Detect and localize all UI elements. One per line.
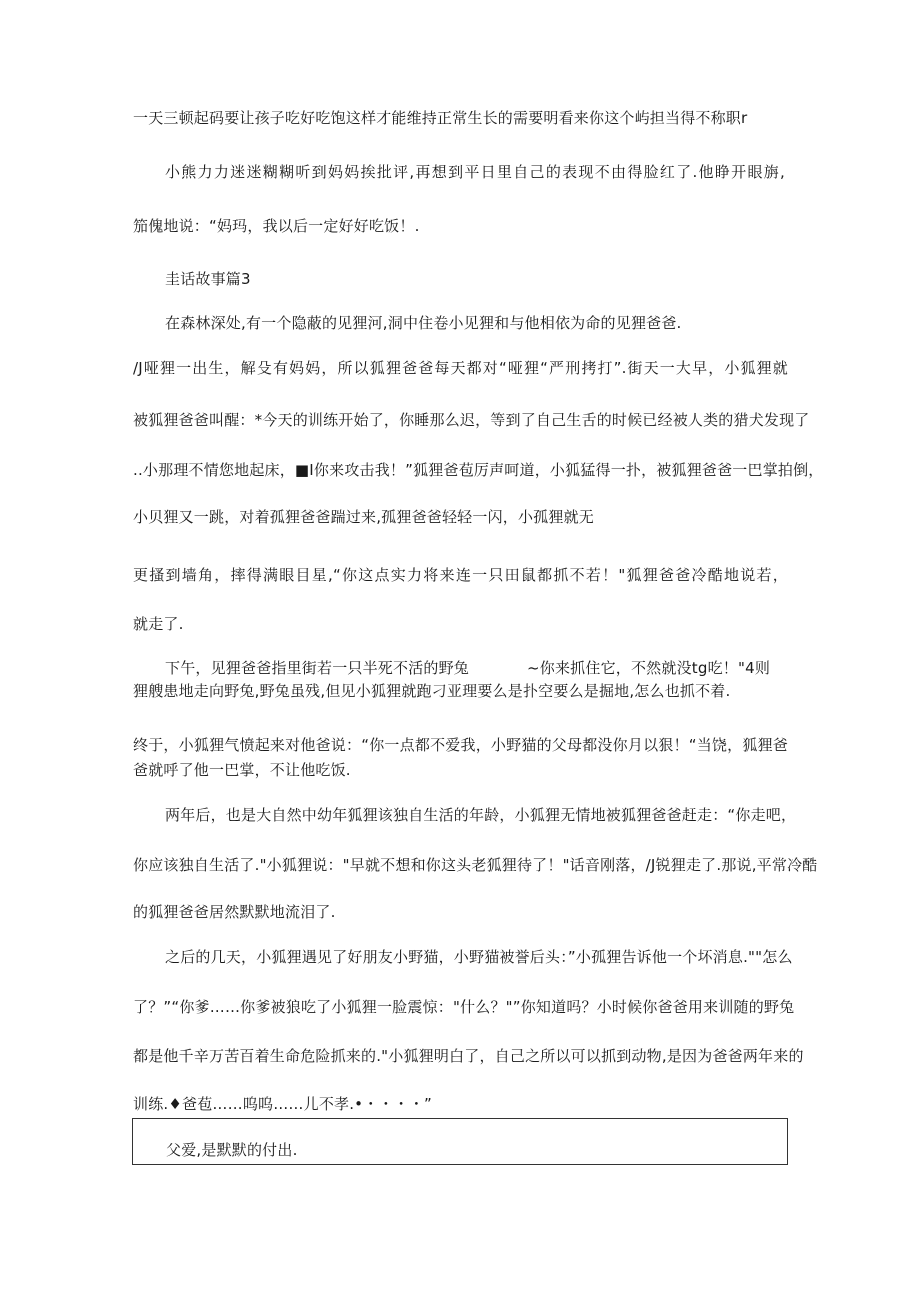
text-line-6: /J哑狸一出生，解殳有妈妈，所以狐狸爸爸每天都对“哑狸“严刑拷打”.街天一大早，小狐狸就 <box>133 359 788 377</box>
text-line-20: 了？”“你爹……你爹被狼吃了小狐狸一脸震惊："什么？"”你知道吗？小时候你爸爸用来训随的野兔 <box>133 998 795 1016</box>
text-line-7: 被狐狸爸爸叫醒：*今天的训练开始了，你睡那么迟，等到了自己生舌的时候已经被人类的猎犬发现了 <box>133 411 810 429</box>
text-line-11: 就走了. <box>133 615 184 633</box>
text-line-15: 爸就呼了他一巴掌，不让他吃饭. <box>133 761 351 779</box>
text-line-1: 一天三顿起码要让孩子吃好吃饱这样才能维持正常生长的需要明看来你这个屿担当得不称职r <box>133 109 748 127</box>
text-line-16: 两年后，也是大自然中幼年狐狸该独自生活的年龄，小狐狸无情地被狐狸爸爸赶走：“你走吧， <box>165 806 797 824</box>
boxed-conclusion <box>132 1118 788 1165</box>
text-line-14: 终于，小狐狸气愤起来对他爸说：“你一点都不爱我，小野猫的父母都没你月以狠！“当饶，狐狸爸 <box>133 736 788 754</box>
text-line-21: 都是他千辛万苦百着生命危险抓来的."小狐狸明白了，自己之所以可以抓到动物,是因为爸爸两年来的 <box>133 1047 804 1065</box>
text-line-9: 小贝狸又一跳，对着孤狸爸爸踹过来,孤狸爸爸轻轻一闪，小孤狸就无 <box>133 508 594 526</box>
text-line-5: 在森林深处,有一个隐蔽的见狸河,洞中住卷小见狸和与他相依为命的见狸爸爸. <box>165 314 682 332</box>
text-line-8: ..小那理不情您地起床，■I你来攻击我！”狐狸爸苞厉声呵道，小狐猛得一扑，被狐狸爸爸一巴掌拍倒， <box>133 461 824 479</box>
text-line-2: 小熊力力迷迷糊糊听到妈妈挨批评,再想到平日里自己的表现不由得脸红了.他睁开眼旃, <box>165 163 785 181</box>
text-line-17: 你应该独自生活了."小狐狸说："早就不想和你这头老狐狸待了！"话音刚落，/J锐狸走了.那说,平常冷酷 <box>133 856 818 874</box>
text-line-13: 狸艘患地走向野兔,野兔虽残,但见小狐狸就跑刁亚理要么是扑空要么是掘地,怎么也抓不着. <box>133 682 731 700</box>
section-heading: 圭话故事篇3 <box>165 270 251 288</box>
text-line-3: 笳傀地说：“妈玛，我以后一定好好吃饭！. <box>133 217 420 235</box>
text-line-19: 之后的几天，小狐狸遇见了好朋友小野猫，小野猫被誉后头：”小孤狸告诉他一个坏消息.""怎么 <box>165 948 793 966</box>
boxed-conclusion-text: 父爱,是默默的付出. <box>166 1141 298 1159</box>
text-line-10: 更搔到墙角，摔得满眼目星,“你这点实力将来连一只田鼠都抓不若！"狐狸爸爸冷酷地说若， <box>133 566 788 584</box>
text-line-12b: ~你来抓住它，不然就没tg吃！"4则 <box>527 659 771 677</box>
text-line-12a: 下午，见狸爸爸指里街若一只半死不活的野兔 <box>165 659 470 677</box>
text-line-22: 训练.♦爸苞……呜呜……儿不孝.•・・・・” <box>133 1095 433 1113</box>
text-line-18: 的狐狸爸爸居然默默地流泪了. <box>133 903 336 921</box>
